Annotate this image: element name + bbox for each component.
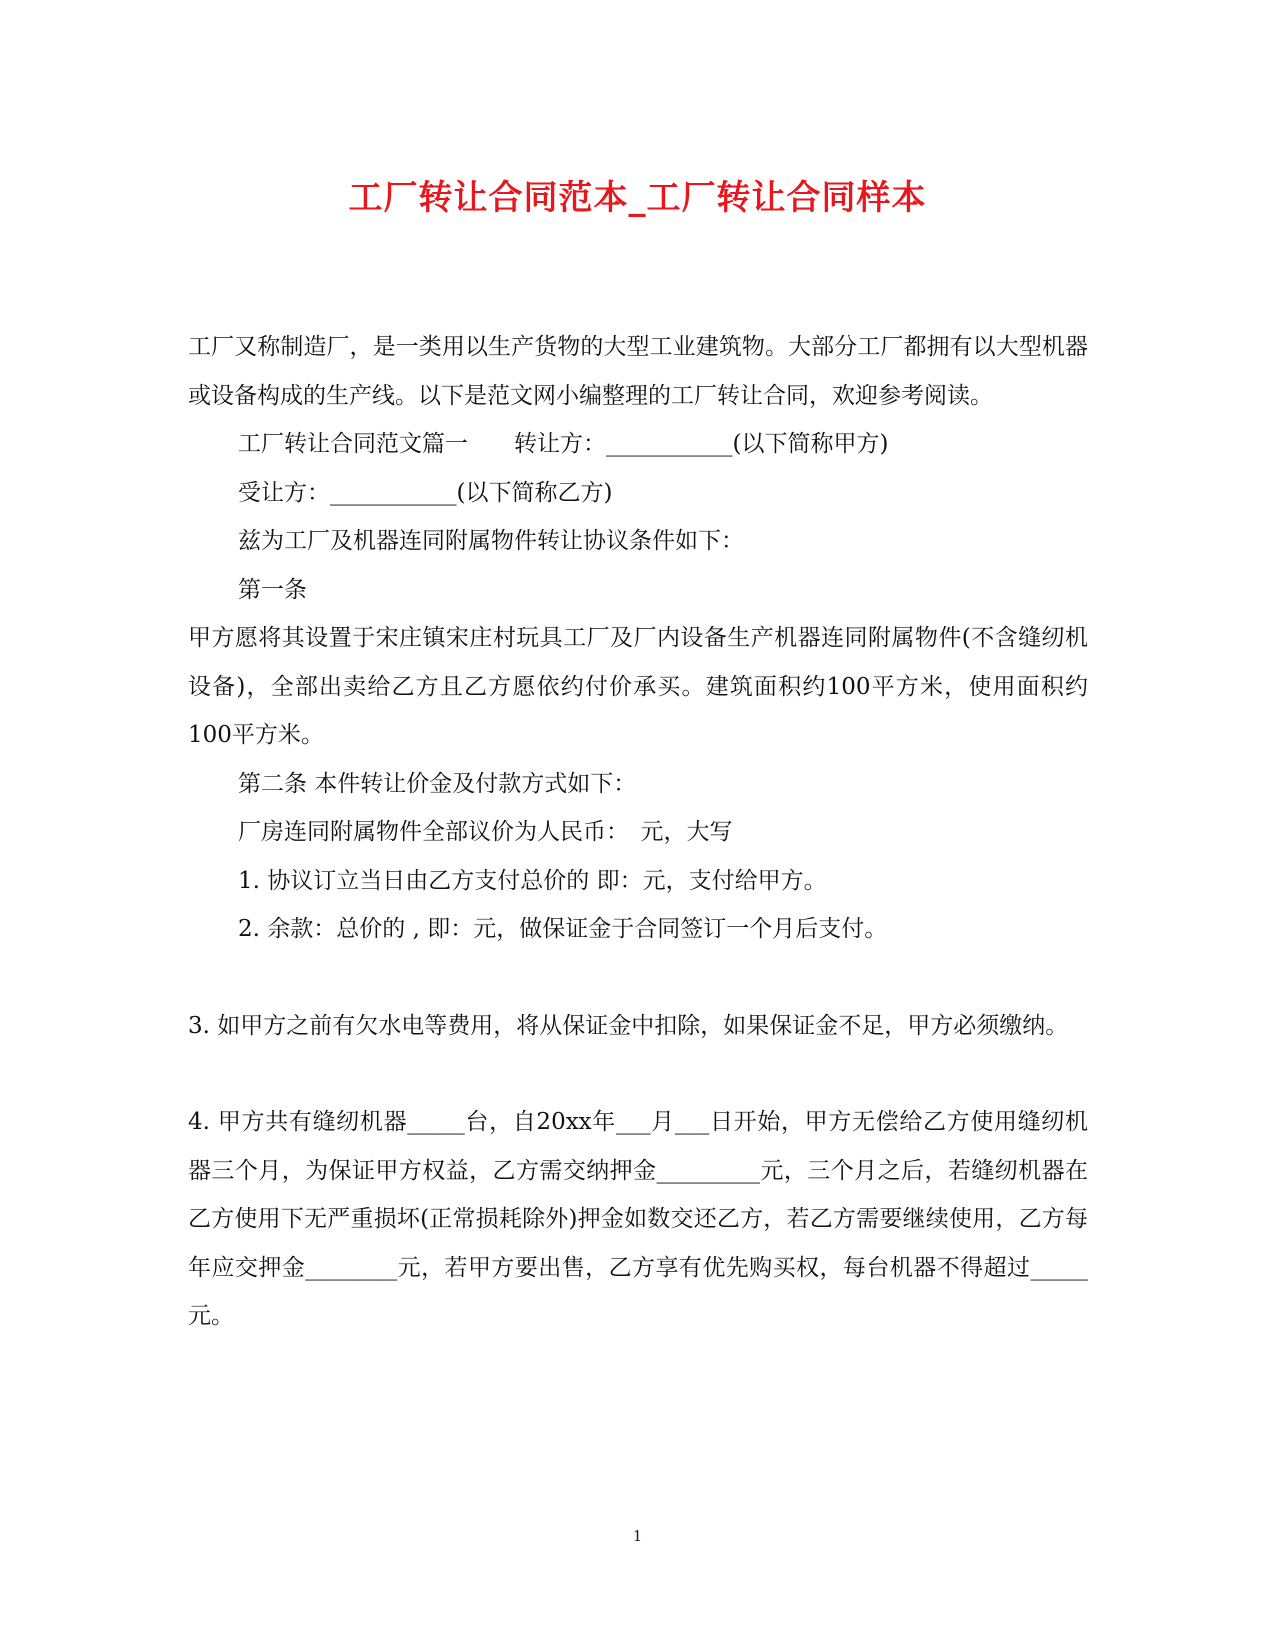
clause-3: 3. 如甲方之前有欠水电等费用，将从保证金中扣除，如果保证金不足，甲方必须缴纳。 bbox=[188, 1012, 1069, 1039]
article-one-heading: 第一条 bbox=[238, 576, 307, 603]
article-one-text: 甲方愿将其设置于宋庄镇宋庄村玩具工厂及厂内设备生产机器连同附属物件(不含缝纫机设备)，全部出卖给乙方且乙方愿依约付价承买。建筑面积约100平方米，使用面积约100平方米。 bbox=[188, 625, 1088, 748]
spacer bbox=[188, 954, 1088, 1002]
clause-4: 4. 甲方共有缝纫机器_____台，自20xx年___月___日开始，甲方无偿给乙方使用缝纫机器三个月，为保证甲方权益，乙方需交纳押金_________元，三个月之后，若缝纫机器在乙方使用下无严重损坏(正常损耗除外)押金如数交还乙方，若乙方需要继续使用，乙方每年应交押金________元，若甲方要出售，乙方享有优先购买权，每台机器不得超过_____元。 bbox=[188, 1109, 1088, 1329]
spacer bbox=[188, 1050, 1088, 1098]
page-number: 1 bbox=[632, 1527, 643, 1545]
agreement-intro: 兹为工厂及机器连同附属物件转让协议条件如下： bbox=[238, 528, 744, 554]
intro-paragraph: 工厂又称制造厂，是一类用以生产货物的大型工业建筑物。大部分工厂都拥有以大型机器或设备构成的生产线。以下是范文网小编整理的工厂转让合同，欢迎参考阅读。 bbox=[188, 334, 1088, 409]
price-line: 厂房连同附属物件全部议价为人民币： 元，大写 bbox=[238, 819, 733, 845]
clause-1: 1. 协议订立当日由乙方支付总价的 即：元，支付给甲方。 bbox=[238, 867, 827, 894]
clause-2: 2. 余款：总价的 , 即：元，做保证金于合同签订一个月后支付。 bbox=[238, 916, 888, 942]
transferee-line: 受让方：___________(以下简称乙方) bbox=[238, 479, 613, 506]
document-body bbox=[188, 323, 1088, 1341]
transferor-line: 工厂转让合同范文篇一 转让方：___________(以下简称甲方) bbox=[238, 431, 889, 457]
page-title: 工厂转让合同范本_工厂转让合同样本 bbox=[348, 178, 927, 218]
article-two-heading: 第二条 本件转让价金及付款方式如下： bbox=[238, 770, 637, 797]
